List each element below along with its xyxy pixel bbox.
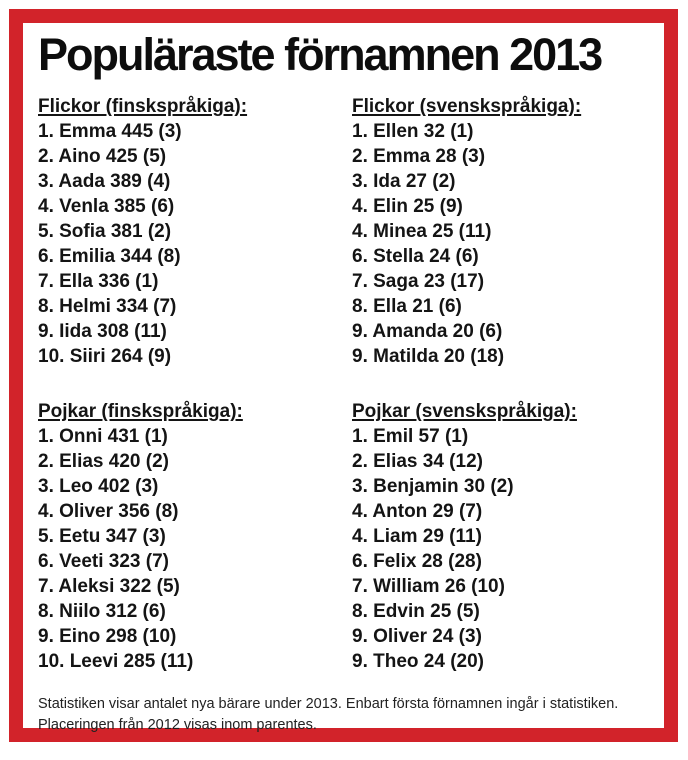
section-boys-finnish (38, 399, 352, 674)
list-item: 4. Oliver 356 (8) (38, 501, 179, 523)
list-item: 9. Theo 24 (20) (352, 651, 484, 673)
list-item: 9. Oliver 24 (3) (352, 626, 482, 648)
list-item: 4. Anton 29 (7) (352, 501, 483, 523)
list-item: 3. Benjamin 30 (2) (352, 476, 514, 498)
name-list (352, 119, 648, 369)
list-item: 7. Saga 23 (17) (352, 271, 485, 293)
name-list (38, 119, 352, 369)
list-item: 3. Leo 402 (3) (38, 476, 159, 498)
list-item: 10. Leevi 285 (11) (38, 651, 194, 673)
list-item: 1. Emil 57 (1) (352, 426, 469, 448)
list-item: 7. William 26 (10) (352, 576, 505, 598)
section-header: Flickor (svenskspråkiga): (352, 96, 582, 118)
list-item: 2. Emma 28 (3) (352, 146, 486, 168)
list-item: 2. Elias 34 (12) (352, 451, 483, 473)
list-item: 9. Eino 298 (10) (38, 626, 177, 648)
list-item: 1. Ellen 32 (1) (352, 121, 474, 143)
list-item: 9. Iida 308 (11) (38, 321, 167, 343)
list-item: 5. Eetu 347 (3) (38, 526, 166, 548)
name-list (352, 424, 648, 674)
list-item: 1. Emma 445 (3) (38, 121, 182, 143)
content-area (23, 23, 664, 736)
list-item: 4. Elin 25 (9) (352, 196, 463, 218)
section-header: Pojkar (finskspråkiga): (38, 401, 243, 423)
list-item: 2. Elias 420 (2) (38, 451, 169, 473)
section-header: Pojkar (svenskspråkiga): (352, 401, 577, 423)
list-item: 7. Ella 336 (1) (38, 271, 159, 293)
list-item: 6. Emilia 344 (8) (38, 246, 181, 268)
section-girls-swedish (352, 94, 648, 369)
red-border-frame (9, 9, 678, 742)
section-girls-finnish (38, 94, 352, 369)
list-item: 4. Minea 25 (11) (352, 221, 492, 243)
list-item: 4. Liam 29 (11) (352, 526, 482, 548)
list-item: 8. Helmi 334 (7) (38, 296, 177, 318)
list-item: 9. Amanda 20 (6) (352, 321, 503, 343)
list-item: 3. Aada 389 (4) (38, 171, 171, 193)
list-item: 7. Aleksi 322 (5) (38, 576, 180, 598)
name-lists-grid (38, 94, 648, 674)
name-list (38, 424, 352, 674)
list-item: 8. Niilo 312 (6) (38, 601, 166, 623)
list-item: 6. Stella 24 (6) (352, 246, 479, 268)
page-title: Populäraste förnamnen 2013 (38, 29, 602, 80)
section-header: Flickor (finskspråkiga): (38, 96, 248, 118)
list-item: 5. Sofia 381 (2) (38, 221, 172, 243)
list-item: 1. Onni 431 (1) (38, 426, 168, 448)
footnote-line: Statistiken visar antalet nya bärare under 2013. Enbart första förnamnen ingår i statistiken. (38, 696, 619, 713)
list-item: 6. Veeti 323 (7) (38, 551, 169, 573)
section-boys-swedish (352, 399, 648, 674)
list-item: 10. Siiri 264 (9) (38, 346, 172, 368)
footnote-line: Placeringen från 2012 visas inom parentes. (38, 717, 317, 734)
list-item: 8. Ella 21 (6) (352, 296, 462, 318)
list-item: 9. Matilda 20 (18) (352, 346, 505, 368)
list-item: 6. Felix 28 (28) (352, 551, 482, 573)
footnote (38, 694, 648, 736)
list-item: 2. Aino 425 (5) (38, 146, 167, 168)
list-item: 4. Venla 385 (6) (38, 196, 175, 218)
list-item: 3. Ida 27 (2) (352, 171, 456, 193)
list-item: 8. Edvin 25 (5) (352, 601, 480, 623)
